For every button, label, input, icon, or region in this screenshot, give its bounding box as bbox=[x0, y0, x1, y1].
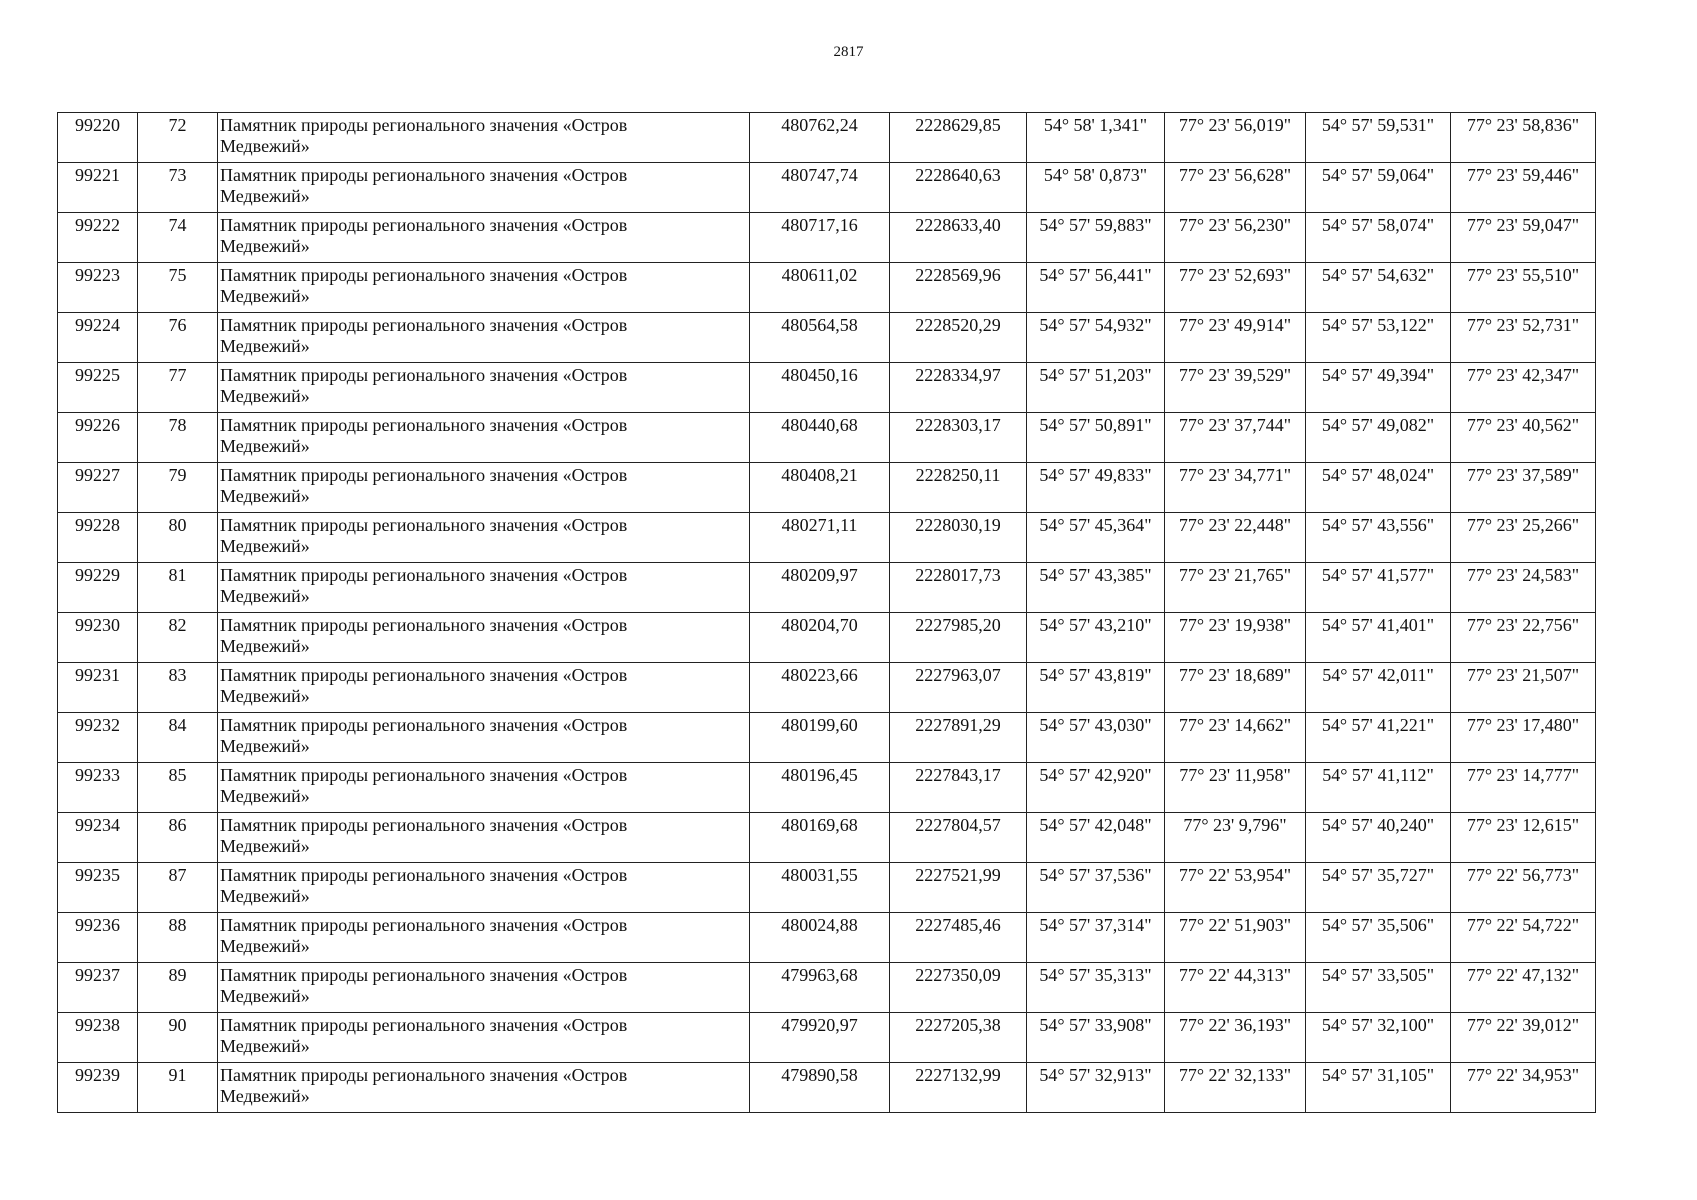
cell-longitude-2: 77° 23' 21,507" bbox=[1451, 663, 1596, 713]
cell-id: 99221 bbox=[58, 163, 138, 213]
cell-y: 2228633,40 bbox=[890, 213, 1027, 263]
cell-y: 2227521,99 bbox=[890, 863, 1027, 913]
table-row bbox=[58, 563, 1596, 613]
cell-object-name: Памятник природы регионального значения «Остров Медвежий» bbox=[218, 213, 750, 263]
cell-longitude-1: 77° 22' 44,313" bbox=[1165, 963, 1306, 1013]
cell-latitude-1: 54° 57' 56,441" bbox=[1027, 263, 1165, 313]
cell-x: 480204,70 bbox=[750, 613, 890, 663]
cell-y: 2227485,46 bbox=[890, 913, 1027, 963]
cell-point-number: 79 bbox=[138, 463, 218, 513]
cell-id: 99238 bbox=[58, 1013, 138, 1063]
cell-y: 2228629,85 bbox=[890, 113, 1027, 163]
cell-object-name: Памятник природы регионального значения «Остров Медвежий» bbox=[218, 813, 750, 863]
table-row bbox=[58, 1013, 1596, 1063]
cell-longitude-2: 77° 22' 47,132" bbox=[1451, 963, 1596, 1013]
cell-id: 99226 bbox=[58, 413, 138, 463]
cell-x: 480196,45 bbox=[750, 763, 890, 813]
cell-latitude-1: 54° 57' 59,883" bbox=[1027, 213, 1165, 263]
cell-longitude-1: 77° 22' 32,133" bbox=[1165, 1063, 1306, 1113]
cell-point-number: 78 bbox=[138, 413, 218, 463]
cell-point-number: 84 bbox=[138, 713, 218, 763]
cell-y: 2227804,57 bbox=[890, 813, 1027, 863]
cell-latitude-2: 54° 57' 48,024" bbox=[1306, 463, 1451, 513]
table-row bbox=[58, 213, 1596, 263]
cell-point-number: 72 bbox=[138, 113, 218, 163]
cell-y: 2227205,38 bbox=[890, 1013, 1027, 1063]
cell-y: 2227891,29 bbox=[890, 713, 1027, 763]
cell-x: 479963,68 bbox=[750, 963, 890, 1013]
table-body bbox=[58, 113, 1596, 1113]
table-row bbox=[58, 163, 1596, 213]
cell-object-name: Памятник природы регионального значения «Остров Медвежий» bbox=[218, 513, 750, 563]
cell-longitude-1: 77° 23' 9,796" bbox=[1165, 813, 1306, 863]
cell-latitude-1: 54° 57' 43,819" bbox=[1027, 663, 1165, 713]
cell-latitude-2: 54° 57' 31,105" bbox=[1306, 1063, 1451, 1113]
cell-latitude-1: 54° 57' 43,030" bbox=[1027, 713, 1165, 763]
cell-x: 480611,02 bbox=[750, 263, 890, 313]
cell-longitude-1: 77° 23' 19,938" bbox=[1165, 613, 1306, 663]
cell-latitude-1: 54° 58' 0,873" bbox=[1027, 163, 1165, 213]
cell-longitude-1: 77° 22' 53,954" bbox=[1165, 863, 1306, 913]
table-row bbox=[58, 913, 1596, 963]
cell-object-name: Памятник природы регионального значения «Остров Медвежий» bbox=[218, 913, 750, 963]
cell-x: 480762,24 bbox=[750, 113, 890, 163]
cell-y: 2227843,17 bbox=[890, 763, 1027, 813]
cell-id: 99237 bbox=[58, 963, 138, 1013]
cell-x: 480024,88 bbox=[750, 913, 890, 963]
cell-longitude-2: 77° 23' 58,836" bbox=[1451, 113, 1596, 163]
cell-longitude-1: 77° 23' 56,628" bbox=[1165, 163, 1306, 213]
cell-longitude-1: 77° 23' 22,448" bbox=[1165, 513, 1306, 563]
cell-y: 2227963,07 bbox=[890, 663, 1027, 713]
cell-latitude-2: 54° 57' 35,727" bbox=[1306, 863, 1451, 913]
cell-latitude-1: 54° 57' 37,536" bbox=[1027, 863, 1165, 913]
cell-latitude-2: 54° 57' 42,011" bbox=[1306, 663, 1451, 713]
cell-point-number: 86 bbox=[138, 813, 218, 863]
cell-longitude-1: 77° 22' 51,903" bbox=[1165, 913, 1306, 963]
table-row bbox=[58, 763, 1596, 813]
cell-longitude-1: 77° 22' 36,193" bbox=[1165, 1013, 1306, 1063]
cell-object-name: Памятник природы регионального значения «Остров Медвежий» bbox=[218, 613, 750, 663]
cell-id: 99234 bbox=[58, 813, 138, 863]
cell-x: 480440,68 bbox=[750, 413, 890, 463]
cell-longitude-2: 77° 23' 25,266" bbox=[1451, 513, 1596, 563]
coordinates-table bbox=[57, 112, 1596, 1113]
cell-latitude-1: 54° 57' 51,203" bbox=[1027, 363, 1165, 413]
cell-id: 99231 bbox=[58, 663, 138, 713]
cell-x: 480747,74 bbox=[750, 163, 890, 213]
cell-longitude-2: 77° 23' 52,731" bbox=[1451, 313, 1596, 363]
cell-longitude-2: 77° 22' 56,773" bbox=[1451, 863, 1596, 913]
cell-longitude-1: 77° 23' 56,230" bbox=[1165, 213, 1306, 263]
cell-point-number: 87 bbox=[138, 863, 218, 913]
cell-latitude-2: 54° 57' 58,074" bbox=[1306, 213, 1451, 263]
cell-latitude-2: 54° 57' 41,221" bbox=[1306, 713, 1451, 763]
cell-latitude-1: 54° 57' 49,833" bbox=[1027, 463, 1165, 513]
page-number: 2817 bbox=[833, 44, 864, 60]
cell-point-number: 73 bbox=[138, 163, 218, 213]
cell-longitude-2: 77° 22' 34,953" bbox=[1451, 1063, 1596, 1113]
cell-id: 99227 bbox=[58, 463, 138, 513]
cell-id: 99230 bbox=[58, 613, 138, 663]
cell-id: 99236 bbox=[58, 913, 138, 963]
cell-id: 99229 bbox=[58, 563, 138, 613]
cell-latitude-2: 54° 57' 49,394" bbox=[1306, 363, 1451, 413]
cell-object-name: Памятник природы регионального значения «Остров Медвежий» bbox=[218, 763, 750, 813]
cell-longitude-1: 77° 23' 34,771" bbox=[1165, 463, 1306, 513]
cell-id: 99223 bbox=[58, 263, 138, 313]
cell-latitude-2: 54° 57' 41,577" bbox=[1306, 563, 1451, 613]
cell-point-number: 83 bbox=[138, 663, 218, 713]
cell-longitude-2: 77° 23' 22,756" bbox=[1451, 613, 1596, 663]
cell-id: 99233 bbox=[58, 763, 138, 813]
cell-object-name: Памятник природы регионального значения «Остров Медвежий» bbox=[218, 163, 750, 213]
cell-y: 2228250,11 bbox=[890, 463, 1027, 513]
cell-latitude-2: 54° 57' 59,531" bbox=[1306, 113, 1451, 163]
cell-x: 480199,60 bbox=[750, 713, 890, 763]
cell-object-name: Памятник природы регионального значения «Остров Медвежий» bbox=[218, 1063, 750, 1113]
cell-point-number: 74 bbox=[138, 213, 218, 263]
table-row bbox=[58, 613, 1596, 663]
cell-longitude-2: 77° 23' 24,583" bbox=[1451, 563, 1596, 613]
cell-latitude-2: 54° 57' 33,505" bbox=[1306, 963, 1451, 1013]
cell-point-number: 85 bbox=[138, 763, 218, 813]
cell-id: 99228 bbox=[58, 513, 138, 563]
cell-object-name: Памятник природы регионального значения «Остров Медвежий» bbox=[218, 313, 750, 363]
cell-longitude-1: 77° 23' 21,765" bbox=[1165, 563, 1306, 613]
cell-point-number: 77 bbox=[138, 363, 218, 413]
cell-latitude-2: 54° 57' 49,082" bbox=[1306, 413, 1451, 463]
cell-longitude-1: 77° 23' 39,529" bbox=[1165, 363, 1306, 413]
cell-x: 480271,11 bbox=[750, 513, 890, 563]
cell-point-number: 81 bbox=[138, 563, 218, 613]
cell-latitude-2: 54° 57' 40,240" bbox=[1306, 813, 1451, 863]
cell-point-number: 82 bbox=[138, 613, 218, 663]
cell-longitude-1: 77° 23' 52,693" bbox=[1165, 263, 1306, 313]
table-row bbox=[58, 413, 1596, 463]
cell-point-number: 76 bbox=[138, 313, 218, 363]
cell-id: 99235 bbox=[58, 863, 138, 913]
cell-longitude-2: 77° 23' 40,562" bbox=[1451, 413, 1596, 463]
cell-longitude-1: 77° 23' 14,662" bbox=[1165, 713, 1306, 763]
cell-object-name: Памятник природы регионального значения «Остров Медвежий» bbox=[218, 113, 750, 163]
cell-x: 480564,58 bbox=[750, 313, 890, 363]
cell-id: 99222 bbox=[58, 213, 138, 263]
cell-y: 2228569,96 bbox=[890, 263, 1027, 313]
cell-y: 2228017,73 bbox=[890, 563, 1027, 613]
cell-longitude-1: 77° 23' 18,689" bbox=[1165, 663, 1306, 713]
cell-latitude-2: 54° 57' 54,632" bbox=[1306, 263, 1451, 313]
cell-id: 99232 bbox=[58, 713, 138, 763]
table-row bbox=[58, 713, 1596, 763]
cell-y: 2227350,09 bbox=[890, 963, 1027, 1013]
cell-object-name: Памятник природы регионального значения «Остров Медвежий» bbox=[218, 563, 750, 613]
cell-longitude-2: 77° 23' 14,777" bbox=[1451, 763, 1596, 813]
cell-longitude-2: 77° 22' 39,012" bbox=[1451, 1013, 1596, 1063]
cell-object-name: Памятник природы регионального значения «Остров Медвежий» bbox=[218, 963, 750, 1013]
cell-object-name: Памятник природы регионального значения «Остров Медвежий» bbox=[218, 863, 750, 913]
cell-latitude-1: 54° 57' 32,913" bbox=[1027, 1063, 1165, 1113]
cell-longitude-1: 77° 23' 49,914" bbox=[1165, 313, 1306, 363]
cell-y: 2228303,17 bbox=[890, 413, 1027, 463]
cell-latitude-1: 54° 57' 43,385" bbox=[1027, 563, 1165, 613]
cell-x: 479890,58 bbox=[750, 1063, 890, 1113]
cell-y: 2228334,97 bbox=[890, 363, 1027, 413]
cell-id: 99239 bbox=[58, 1063, 138, 1113]
cell-latitude-1: 54° 57' 43,210" bbox=[1027, 613, 1165, 663]
cell-latitude-1: 54° 57' 45,364" bbox=[1027, 513, 1165, 563]
table-row bbox=[58, 113, 1596, 163]
cell-point-number: 80 bbox=[138, 513, 218, 563]
table-row bbox=[58, 463, 1596, 513]
cell-latitude-1: 54° 57' 54,932" bbox=[1027, 313, 1165, 363]
cell-latitude-1: 54° 57' 42,048" bbox=[1027, 813, 1165, 863]
cell-object-name: Памятник природы регионального значения «Остров Медвежий» bbox=[218, 413, 750, 463]
cell-longitude-2: 77° 23' 17,480" bbox=[1451, 713, 1596, 763]
cell-x: 480717,16 bbox=[750, 213, 890, 263]
cell-x: 480169,68 bbox=[750, 813, 890, 863]
cell-latitude-1: 54° 57' 50,891" bbox=[1027, 413, 1165, 463]
cell-object-name: Памятник природы регионального значения «Остров Медвежий» bbox=[218, 1013, 750, 1063]
cell-longitude-2: 77° 23' 42,347" bbox=[1451, 363, 1596, 413]
cell-longitude-2: 77° 22' 54,722" bbox=[1451, 913, 1596, 963]
cell-longitude-1: 77° 23' 11,958" bbox=[1165, 763, 1306, 813]
cell-id: 99225 bbox=[58, 363, 138, 413]
cell-x: 480223,66 bbox=[750, 663, 890, 713]
cell-latitude-2: 54° 57' 43,556" bbox=[1306, 513, 1451, 563]
cell-longitude-2: 77° 23' 37,589" bbox=[1451, 463, 1596, 513]
cell-x: 480408,21 bbox=[750, 463, 890, 513]
cell-id: 99220 bbox=[58, 113, 138, 163]
cell-id: 99224 bbox=[58, 313, 138, 363]
cell-point-number: 75 bbox=[138, 263, 218, 313]
table-row bbox=[58, 363, 1596, 413]
cell-object-name: Памятник природы регионального значения «Остров Медвежий» bbox=[218, 713, 750, 763]
cell-latitude-2: 54° 57' 32,100" bbox=[1306, 1013, 1451, 1063]
table-row bbox=[58, 1063, 1596, 1113]
cell-object-name: Памятник природы регионального значения «Остров Медвежий» bbox=[218, 363, 750, 413]
cell-point-number: 91 bbox=[138, 1063, 218, 1113]
cell-longitude-2: 77° 23' 59,446" bbox=[1451, 163, 1596, 213]
table-row bbox=[58, 513, 1596, 563]
cell-longitude-2: 77° 23' 59,047" bbox=[1451, 213, 1596, 263]
table-row bbox=[58, 263, 1596, 313]
cell-latitude-2: 54° 57' 41,112" bbox=[1306, 763, 1451, 813]
cell-x: 480031,55 bbox=[750, 863, 890, 913]
cell-latitude-2: 54° 57' 53,122" bbox=[1306, 313, 1451, 363]
cell-y: 2228640,63 bbox=[890, 163, 1027, 213]
table-row bbox=[58, 313, 1596, 363]
cell-latitude-2: 54° 57' 59,064" bbox=[1306, 163, 1451, 213]
cell-latitude-1: 54° 58' 1,341" bbox=[1027, 113, 1165, 163]
cell-latitude-1: 54° 57' 33,908" bbox=[1027, 1013, 1165, 1063]
cell-object-name: Памятник природы регионального значения «Остров Медвежий» bbox=[218, 263, 750, 313]
table-row bbox=[58, 863, 1596, 913]
cell-longitude-2: 77° 23' 12,615" bbox=[1451, 813, 1596, 863]
cell-point-number: 88 bbox=[138, 913, 218, 963]
cell-x: 480450,16 bbox=[750, 363, 890, 413]
cell-y: 2227132,99 bbox=[890, 1063, 1027, 1113]
cell-latitude-2: 54° 57' 41,401" bbox=[1306, 613, 1451, 663]
cell-latitude-1: 54° 57' 42,920" bbox=[1027, 763, 1165, 813]
cell-x: 480209,97 bbox=[750, 563, 890, 613]
cell-x: 479920,97 bbox=[750, 1013, 890, 1063]
cell-longitude-2: 77° 23' 55,510" bbox=[1451, 263, 1596, 313]
cell-longitude-1: 77° 23' 37,744" bbox=[1165, 413, 1306, 463]
cell-point-number: 90 bbox=[138, 1013, 218, 1063]
cell-latitude-2: 54° 57' 35,506" bbox=[1306, 913, 1451, 963]
cell-point-number: 89 bbox=[138, 963, 218, 1013]
table-row bbox=[58, 663, 1596, 713]
cell-object-name: Памятник природы регионального значения «Остров Медвежий» bbox=[218, 663, 750, 713]
cell-y: 2228030,19 bbox=[890, 513, 1027, 563]
cell-latitude-1: 54° 57' 35,313" bbox=[1027, 963, 1165, 1013]
table-row bbox=[58, 963, 1596, 1013]
cell-y: 2227985,20 bbox=[890, 613, 1027, 663]
table-row bbox=[58, 813, 1596, 863]
cell-latitude-1: 54° 57' 37,314" bbox=[1027, 913, 1165, 963]
cell-y: 2228520,29 bbox=[890, 313, 1027, 363]
cell-longitude-1: 77° 23' 56,019" bbox=[1165, 113, 1306, 163]
cell-object-name: Памятник природы регионального значения «Остров Медвежий» bbox=[218, 463, 750, 513]
